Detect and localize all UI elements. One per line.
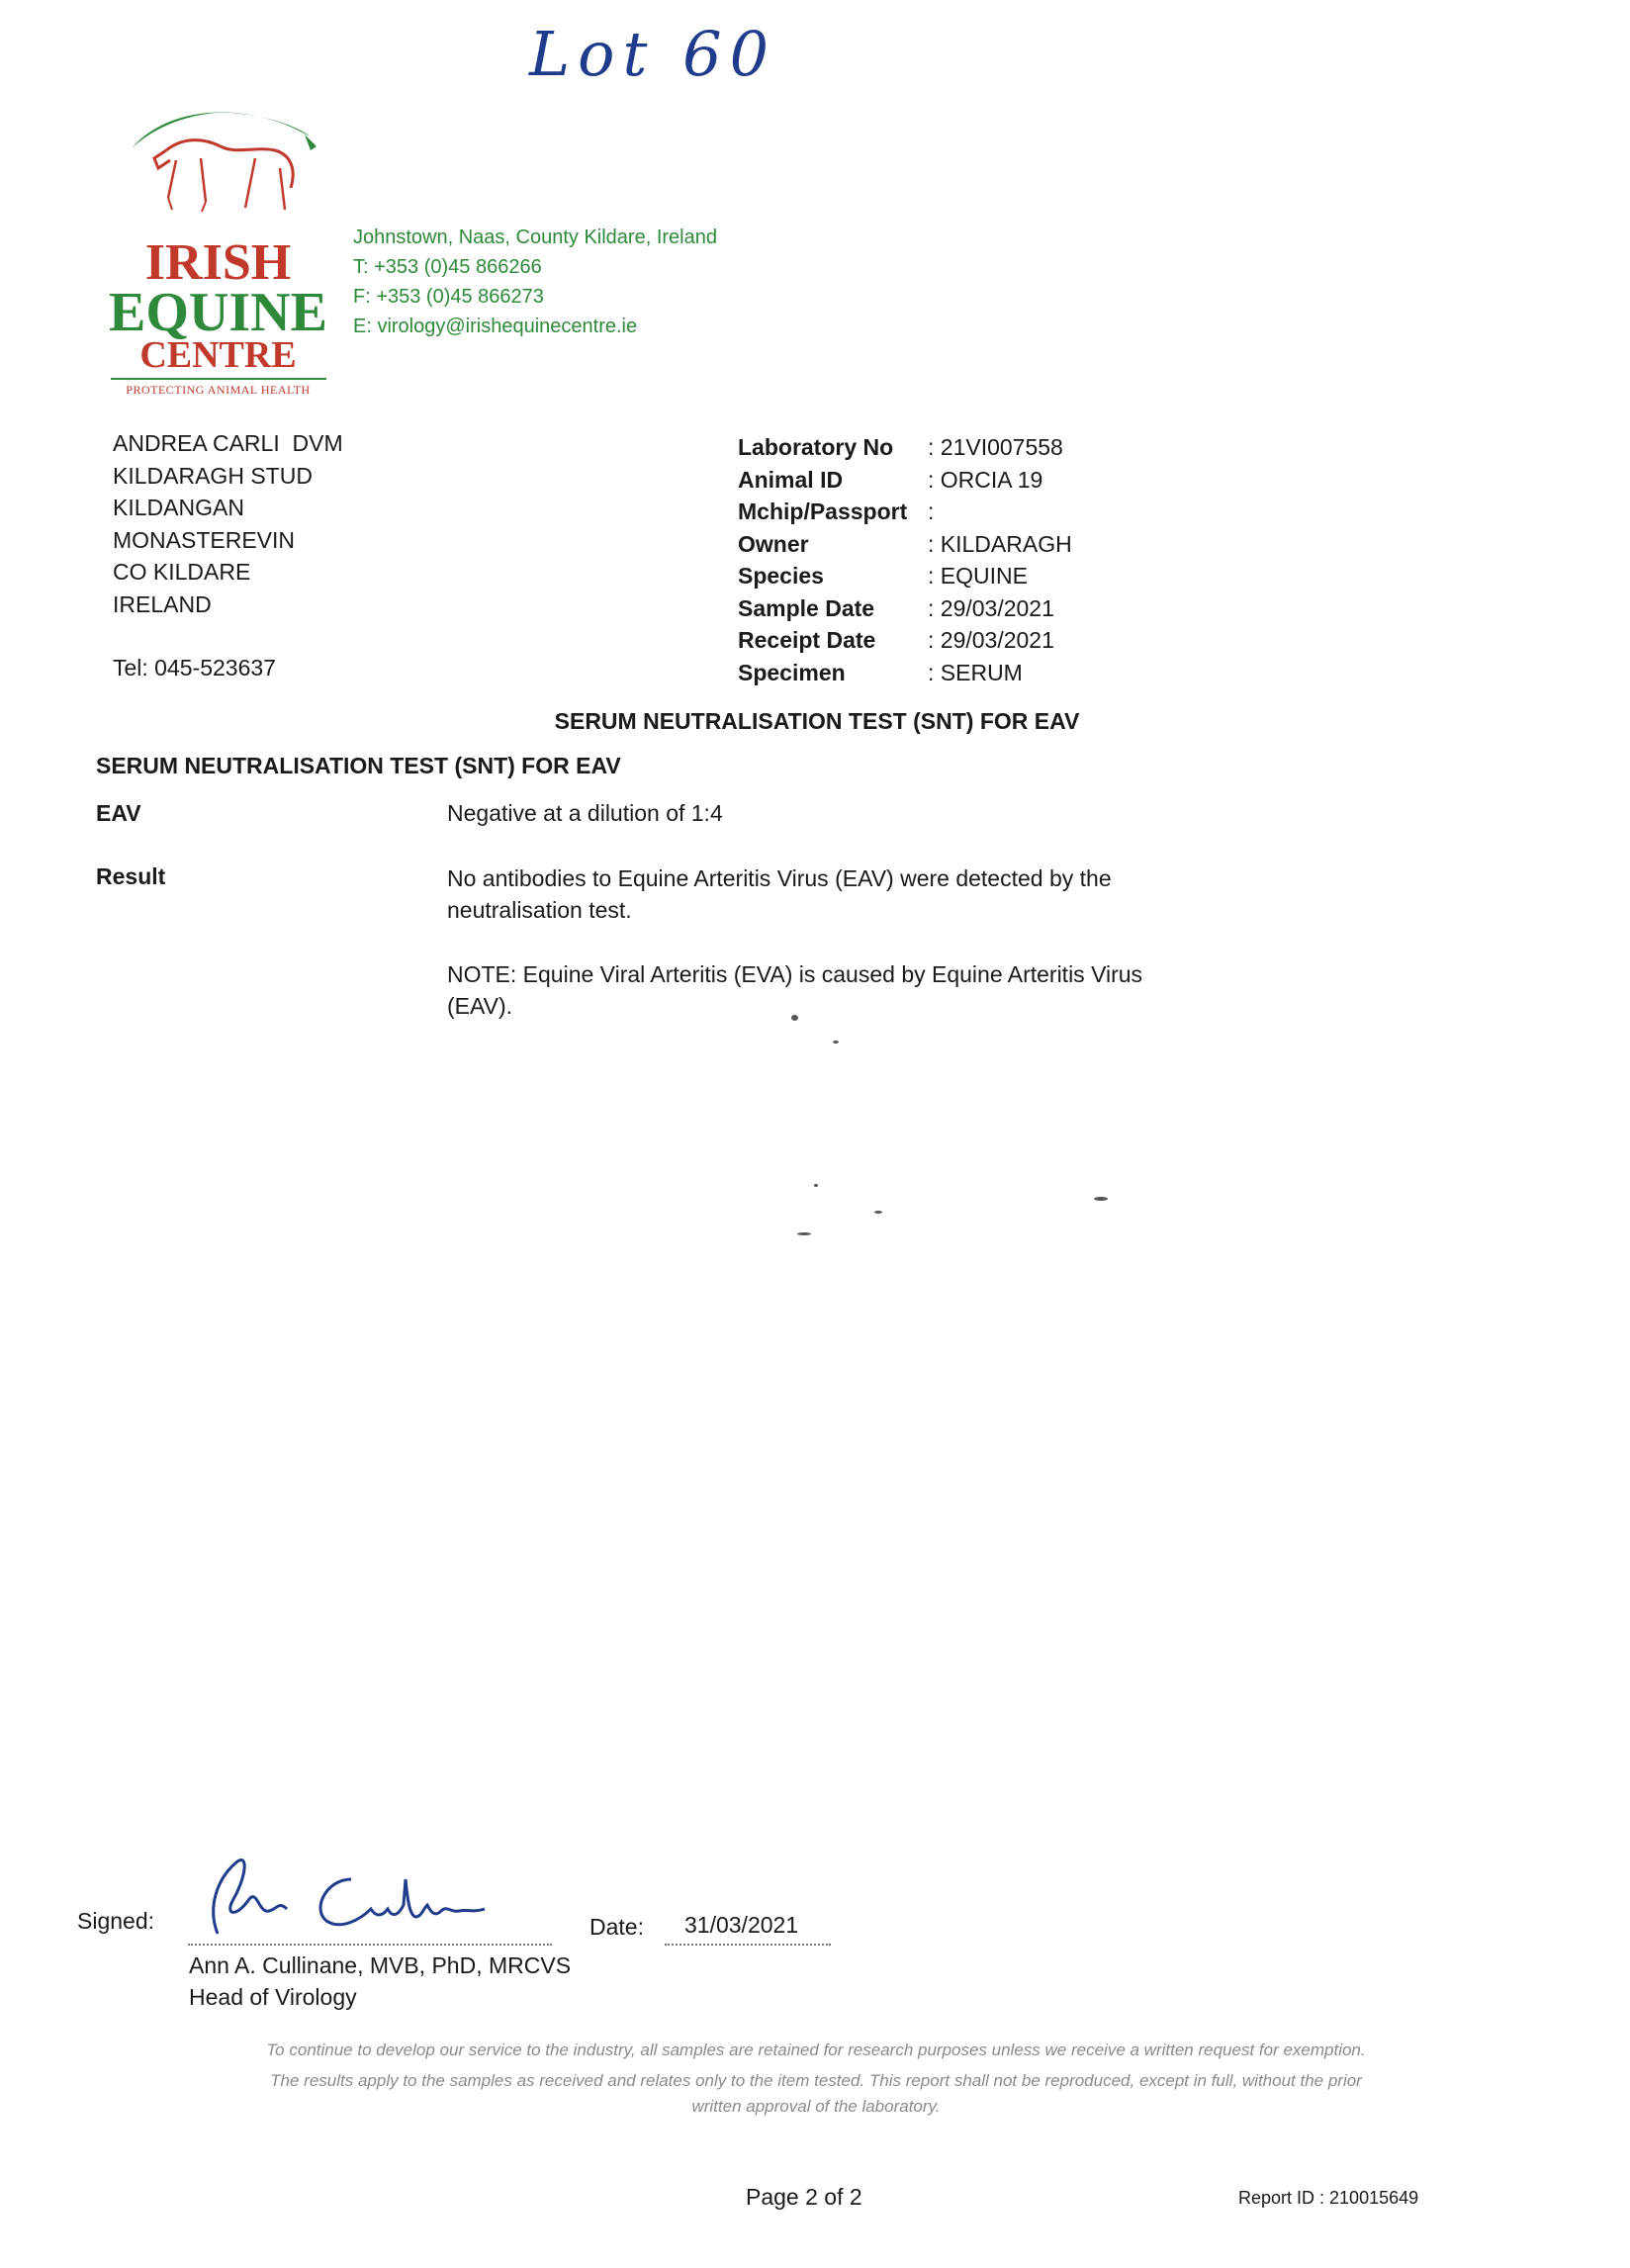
note-text	[447, 958, 1142, 1022]
logo-divider	[111, 378, 326, 380]
sample-row	[738, 496, 1072, 528]
sample-label: Sample Date	[738, 594, 875, 621]
scan-speck	[874, 1211, 882, 1214]
result-label: Result	[96, 863, 166, 889]
sample-row	[738, 431, 1072, 464]
recipient-line: CO KILDARE	[113, 559, 251, 585]
scan-speck	[797, 1232, 811, 1235]
recipient-tel: Tel: 045-523637	[113, 655, 276, 680]
result-line: No antibodies to Equine Arteritis Virus (EAV) were detected by the	[447, 865, 1112, 891]
signature-icon	[188, 1840, 554, 1949]
sample-value: :	[928, 499, 935, 524]
lab-logo	[107, 99, 329, 401]
disclaimer-line: written approval of the laboratory.	[691, 2097, 941, 2116]
recipient-address	[113, 427, 343, 620]
sample-row	[738, 560, 1072, 592]
note-line: NOTE: Equine Viral Arteritis (EVA) is caused by Equine Arteritis Virus	[447, 961, 1143, 987]
scan-speck	[791, 1015, 798, 1021]
sample-value: : KILDARAGH	[928, 530, 1072, 557]
date-label: Date:	[589, 1914, 644, 1940]
signatory-role: Head of Virology	[189, 1984, 357, 2010]
signature-graphic	[188, 1840, 554, 1949]
recipient-line: ANDREA CARLI DVM	[113, 430, 343, 456]
note-line: (EAV).	[447, 993, 513, 1019]
logo-tagline: PROTECTING ANIMAL HEALTH	[126, 383, 311, 397]
lab-contact	[353, 223, 717, 341]
signature-line	[188, 1944, 552, 1946]
disclaimer-line: The results apply to the samples as received and relates only to the item tested. This report shall not be reproduced, except in full, without the prior	[270, 2071, 1362, 2090]
sample-label: Animal ID	[738, 466, 844, 493]
sample-row	[738, 657, 1072, 689]
sample-value: : 29/03/2021	[928, 594, 1054, 621]
scan-speck	[833, 1041, 839, 1043]
scan-speck	[814, 1184, 818, 1187]
sample-value: : EQUINE	[928, 563, 1028, 589]
handwritten-note: Lot 60	[529, 18, 777, 90]
recipient-line: KILDARAGH STUD	[113, 462, 313, 489]
logo-equine: EQUINE	[109, 282, 327, 343]
sample-value: : 21VI007558	[928, 434, 1063, 460]
lab-phone: T: +353 (0)45 866266	[353, 256, 542, 278]
sample-row	[738, 624, 1072, 657]
scan-speck	[1094, 1197, 1108, 1201]
sample-label: Specimen	[738, 659, 846, 685]
sample-value: : SERUM	[928, 659, 1023, 685]
sample-row	[738, 592, 1072, 625]
test-title-center: SERUM NEUTRALISATION TEST (SNT) FOR EAV	[554, 708, 1080, 734]
page-number: Page 2 of 2	[746, 2184, 862, 2210]
sample-label: Laboratory No	[738, 434, 894, 460]
eav-label: EAV	[96, 800, 141, 826]
date-line	[665, 1944, 831, 1946]
sample-label: Receipt Date	[738, 627, 876, 653]
recipient-line: IRELAND	[113, 590, 212, 617]
footer-disclaimer	[158, 2036, 1474, 2120]
signatory-name: Ann A. Cullinane, MVB, PhD, MRCVS	[189, 1952, 572, 1978]
sample-row	[738, 464, 1072, 497]
sample-row	[738, 528, 1072, 561]
sample-label: Mchip/Passport	[738, 499, 908, 524]
lab-email: E: virology@irishequinecentre.ie	[353, 316, 638, 337]
date-value: 31/03/2021	[684, 1912, 799, 1938]
lab-address: Johnstown, Naas, County Kildare, Ireland	[353, 227, 717, 248]
recipient-line: MONASTEREVIN	[113, 526, 296, 553]
signatory-block	[189, 1950, 571, 2013]
eav-value: Negative at a dilution of 1:4	[447, 800, 723, 826]
result-text	[447, 862, 1112, 926]
lab-fax: F: +353 (0)45 866273	[353, 286, 544, 308]
signed-label: Signed:	[77, 1908, 155, 1934]
logo-irish: IRISH	[144, 234, 292, 291]
sample-label: Species	[738, 563, 824, 589]
recipient-line: KILDANGAN	[113, 495, 244, 520]
result-line: neutralisation test.	[447, 897, 632, 923]
sample-value: : ORCIA 19	[928, 466, 1043, 493]
sample-label: Owner	[738, 530, 809, 557]
logo-centre: CENTRE	[139, 334, 297, 376]
disclaimer-line: To continue to develop our service to the industry, all samples are retained for research purposes unless we receive a written request for exemption.	[266, 2041, 1366, 2059]
report-id: Report ID : 210015649	[1238, 2188, 1419, 2208]
sample-value: : 29/03/2021	[928, 627, 1054, 653]
test-title-left: SERUM NEUTRALISATION TEST (SNT) FOR EAV	[96, 753, 621, 778]
horse-logo-icon	[107, 99, 329, 223]
sample-details	[738, 431, 1072, 688]
